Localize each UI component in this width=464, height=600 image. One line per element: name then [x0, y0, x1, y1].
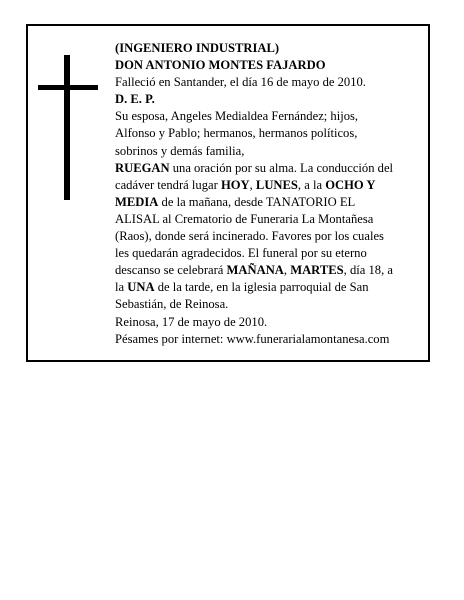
main-line-2 [115, 177, 422, 194]
main-line-5: (Raos), donde será incinerado. Favores por los cuales [115, 229, 384, 244]
main-text: , día 18, a [343, 263, 393, 278]
family-line-1: Su esposa, Angeles Medialdea Fernández; hijos, [115, 109, 359, 124]
rip: D. E. P. [115, 92, 155, 107]
keyword-martes: MARTES [290, 263, 344, 278]
death-line: Falleció en Santander, el día 16 de mayo de 2010. [115, 75, 366, 90]
keyword-ruegan: RUEGAN [115, 160, 170, 175]
main-text: una oración por su alma. La conducción del [169, 160, 394, 175]
keyword-hoy: HOY [220, 177, 250, 192]
cross-vertical-bar [64, 55, 70, 200]
family-line-2: Alfonso y Pablo; hermanos, hermanos políticos, [115, 126, 358, 141]
main-line-4: ALISAL al Crematorio de Funeraria La Montañesa [115, 211, 374, 226]
cross-horizontal-bar [38, 85, 98, 90]
keyword-lunes: LUNES [255, 177, 298, 192]
keyword-manana: MAÑANA [226, 263, 284, 278]
main-line-1 [115, 160, 422, 177]
main-line-3 [115, 194, 422, 211]
main-text: la [115, 280, 128, 295]
main-text: cadáver tendrá lugar [115, 177, 221, 192]
obituary-notice [26, 24, 430, 362]
obituary-text [115, 40, 422, 348]
family-line-3: sobrinos y demás familia, [115, 143, 245, 158]
main-text: descanso se celebrará [115, 263, 227, 278]
main-text: , [249, 177, 256, 192]
condolences-line: Pésames por internet: www.funerarialamontanesa.com [115, 331, 390, 346]
main-line-6: les quedarán agradecidos. El funeral por su eterno [115, 246, 367, 261]
main-line-9: Sebastián, de Reinosa. [115, 297, 229, 312]
main-text: de la tarde, en la iglesia parroquial de San [154, 280, 369, 295]
keyword-ocho-y: OCHO Y [325, 177, 376, 192]
deceased-name: DON ANTONIO MONTES FAJARDO [115, 58, 326, 73]
main-line-8 [115, 279, 422, 296]
keyword-una: UNA [127, 280, 155, 295]
date-line: Reinosa, 17 de mayo de 2010. [115, 314, 268, 329]
keyword-media: MEDIA [115, 194, 159, 209]
main-text: de la mañana, desde TANATORIO EL [158, 194, 356, 209]
main-text: , [283, 263, 291, 278]
cross-icon [38, 55, 98, 200]
main-line-7 [115, 262, 422, 279]
main-text: , a la [297, 177, 326, 192]
profession: (INGENIERO INDUSTRIAL) [115, 41, 280, 55]
